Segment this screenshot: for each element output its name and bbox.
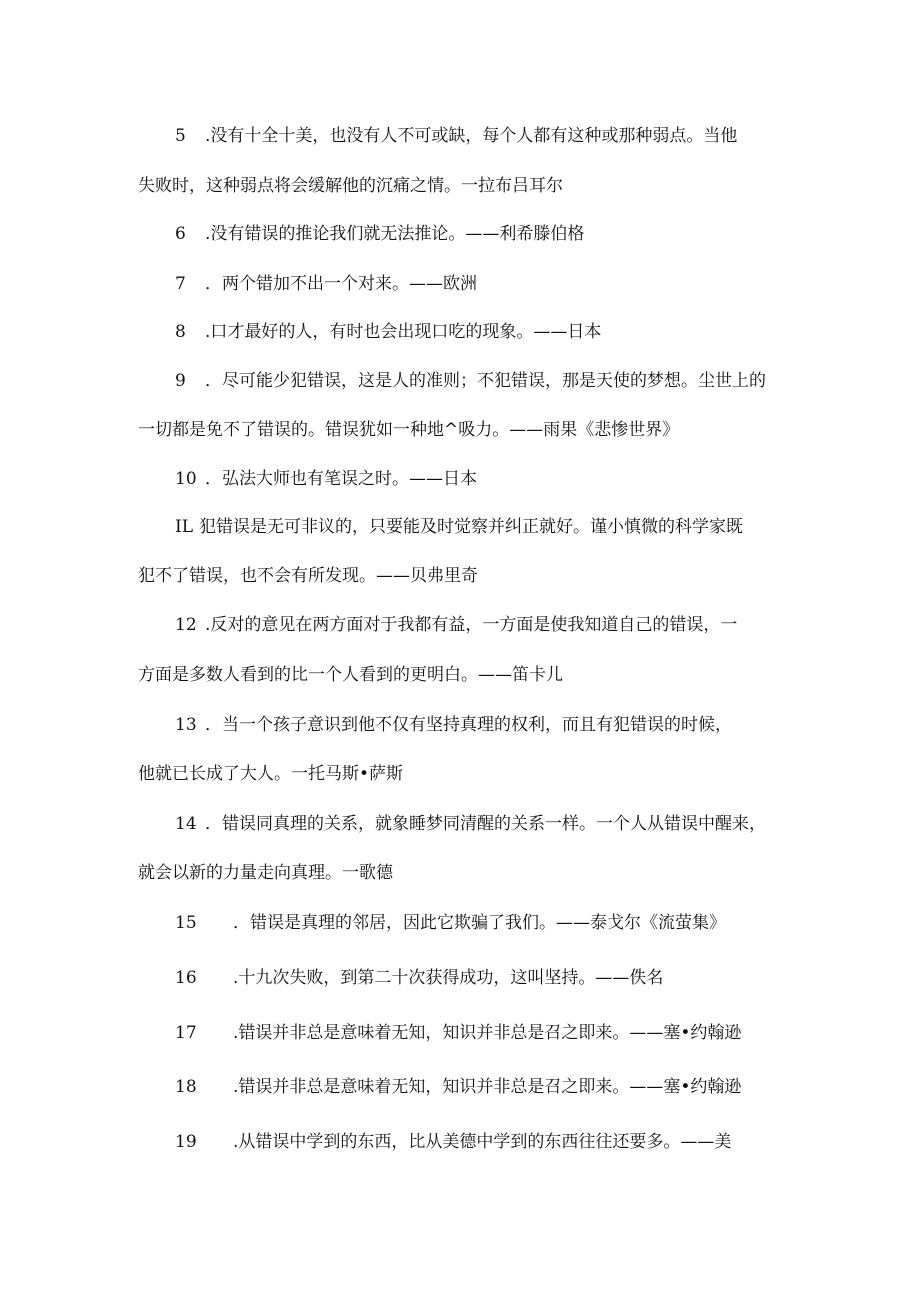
quote-5-line-1: [175, 124, 788, 148]
quote-text: 失败时，这种弱点将会缓解他的沉痛之情。一拉布吕耳尔: [138, 176, 563, 196]
quote-number: 19: [175, 1132, 197, 1152]
quote-13-line-1: [175, 713, 788, 737]
quote-9-line-1: [175, 369, 788, 393]
quote-text: ．当一个孩子意识到他不仅有坚持真理的权利，而且有犯错误的时候，: [205, 715, 732, 735]
quote-text: .十九次失败，到第二十次获得成功，这叫坚持。——佚名: [233, 968, 664, 988]
quote-text: 他就已长成了大人。一托马斯•萨斯: [138, 764, 404, 784]
quote-10-line-1: [175, 467, 788, 491]
quote-text: 就会以新的力量走向真理。一歌德: [138, 863, 393, 883]
quote-text: .反对的意见在两方面对于我都有益，一方面是使我知道自己的错误，一: [205, 615, 738, 635]
quote-9-line-2: [138, 418, 788, 442]
quote-13-line-2: [138, 762, 788, 786]
quote-11-line-2: [138, 564, 788, 588]
quote-number: IL: [175, 517, 194, 537]
quote-text: .从错误中学到的东西，比从美德中学到的东西往往还要多。——美: [233, 1132, 732, 1152]
quote-number: 7: [175, 274, 186, 294]
quote-5-line-2: [138, 174, 788, 198]
quote-8-line-1: [175, 320, 788, 344]
quote-number: 15: [175, 913, 197, 933]
quote-12-line-1: [175, 613, 788, 637]
quote-number: 14: [175, 814, 197, 834]
quote-15-line-1: [175, 911, 788, 935]
quote-18-line-1: [175, 1075, 788, 1099]
quote-text: ．两个错加不出一个对来。——欧洲: [205, 274, 477, 294]
quote-19-line-1: [175, 1130, 788, 1154]
quote-14-line-2: [138, 861, 788, 885]
quote-number: 12: [175, 615, 197, 635]
quote-number: 9: [175, 371, 186, 391]
quote-number: 18: [175, 1077, 197, 1097]
quote-7-line-1: [175, 272, 788, 296]
quote-number: 13: [175, 715, 197, 735]
quote-17-line-1: [175, 1021, 788, 1045]
quote-number: 16: [175, 968, 197, 988]
quote-16-line-1: [175, 966, 788, 990]
quote-text: .口才最好的人，有时也会出现口吃的现象。——日本: [205, 322, 602, 342]
quote-14-line-1: [175, 812, 788, 836]
quote-text: ．弘法大师也有笔误之时。——日本: [205, 469, 477, 489]
quote-text: .错误并非总是意味着无知，知识并非总是召之即来。——塞•约翰逊: [233, 1023, 742, 1043]
quote-text: .没有十全十美，也没有人不可或缺，每个人都有这种或那种弱点。当他: [205, 126, 738, 146]
quote-text: 方面是多数人看到的比一个人看到的更明白。——笛卡儿: [138, 665, 563, 685]
quote-number: 17: [175, 1023, 197, 1043]
quote-text: 犯错误是无可非议的，只要能及时觉察并纠正就好。谨小慎微的科学家既: [199, 517, 744, 537]
quote-text: 一切都是免不了错误的。错误犹如一种地^吸力。——雨果《悲惨世界》: [138, 420, 680, 440]
quote-number: 5: [175, 126, 186, 146]
quote-number: 10: [175, 469, 197, 489]
quote-text: .错误并非总是意味着无知，知识并非总是召之即来。——塞•约翰逊: [233, 1077, 742, 1097]
quote-text: .没有错误的推论我们就无法推论。——利希滕伯格: [205, 224, 585, 244]
quote-12-line-2: [138, 663, 788, 687]
quote-text: ．错误同真理的关系，就象睡梦同清醒的关系一样。一个人从错误中醒来，: [205, 814, 766, 834]
quote-text: 犯不了错误，也不会有所发现。——贝弗里奇: [138, 566, 478, 586]
quote-text: ．错误是真理的邻居，因此它欺骗了我们。——泰戈尔《流萤集》: [233, 913, 726, 933]
quote-11-line-1: [175, 515, 788, 539]
quote-number: 8: [175, 322, 186, 342]
quote-6-line-1: [175, 222, 788, 246]
quote-text: ．尽可能少犯错误，这是人的准则；不犯错误，那是天使的梦想。尘世上的: [205, 371, 766, 391]
quote-number: 6: [175, 224, 186, 244]
